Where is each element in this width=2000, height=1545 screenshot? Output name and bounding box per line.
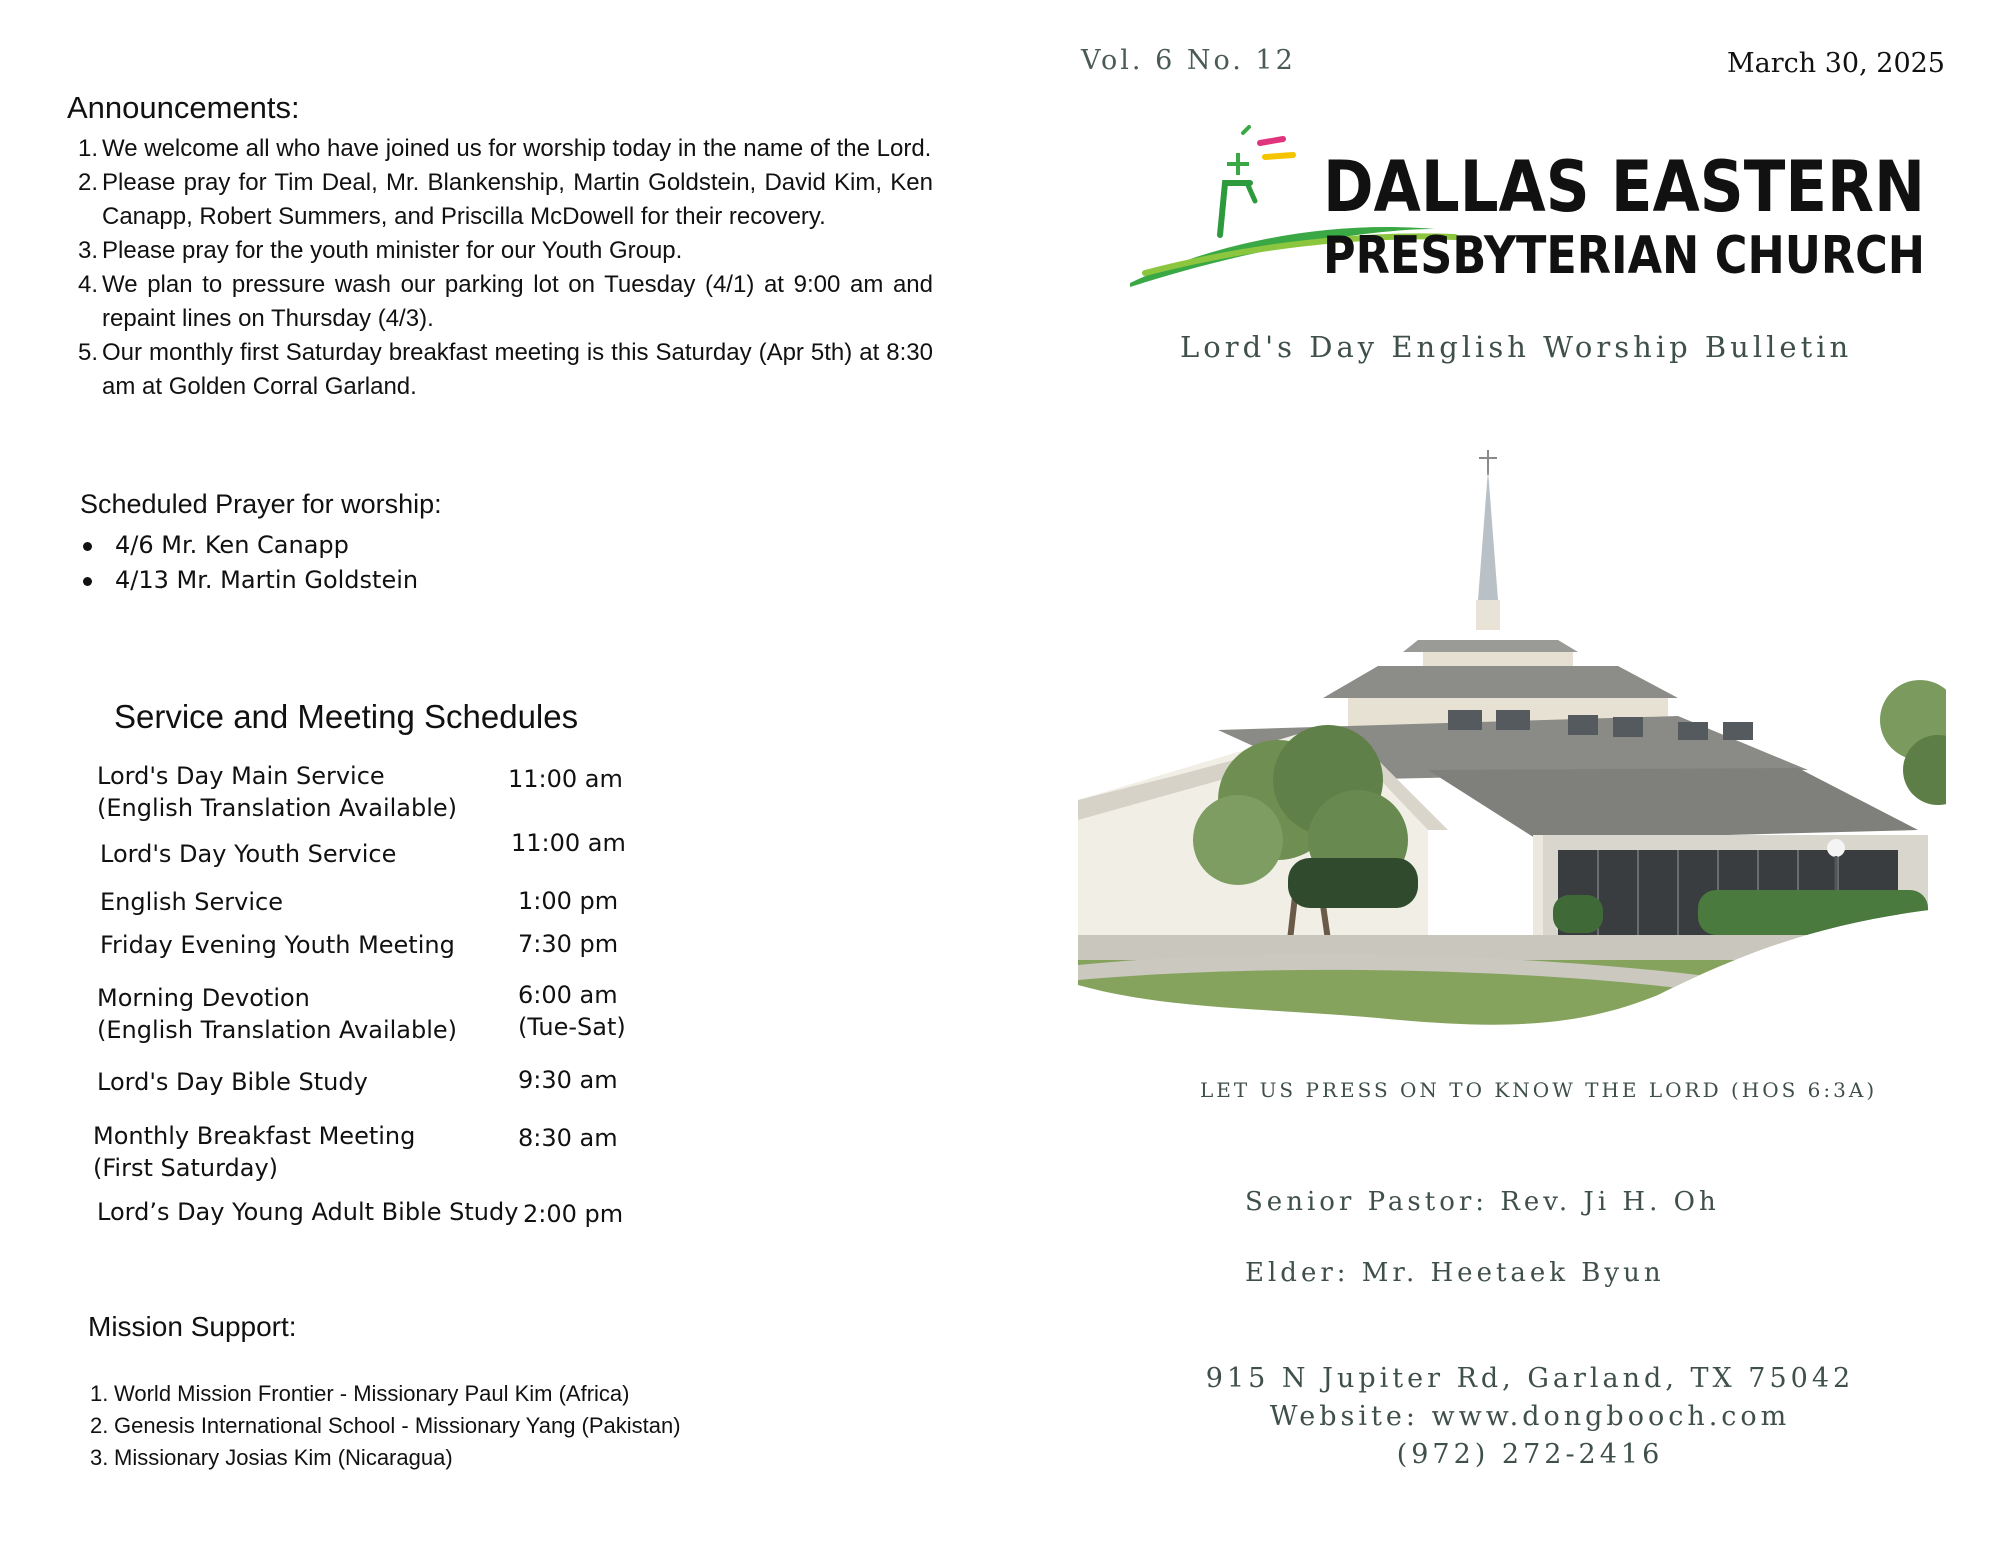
list-item: 2. Please pray for Tim Deal, Mr. Blankenship, Martin Goldstein, David Kim, Ken Canapp, Robert Summers, and Priscilla McDowell for their recovery.	[78, 169, 933, 230]
announcement-text: Please pray for Tim Deal, Mr. Blankenship, Martin Goldstein, David Kim, Ken Canapp, Robert Summers, and Priscilla McDowell for their recovery.	[102, 169, 933, 230]
church-phone: (972) 272-2416	[1396, 1439, 1664, 1470]
senior-pastor: Senior Pastor: Rev. Ji H. Oh	[1245, 1187, 1720, 1217]
bulletin-title: Lord's Day English Worship Bulletin	[1180, 330, 1853, 364]
logo-line-1: DALLAS EASTERN	[1323, 146, 1925, 228]
schedules-heading: Service and Meeting Schedules	[114, 698, 579, 735]
schedule-time: 6:00 am (Tue-Sat)	[518, 981, 626, 1041]
list-item: 4/6 Mr. Ken Canapp	[80, 528, 418, 563]
prayer-list	[80, 528, 418, 598]
announcement-text: We welcome all who have joined us for worship today in the name of the Lord.	[102, 135, 932, 162]
schedule-name: Lord's Day Youth Service	[100, 840, 397, 868]
announcements-heading: Announcements:	[67, 90, 300, 125]
schedule-name: Lord's Day Main Service (English Translation Available)	[97, 762, 458, 822]
announcement-text: Please pray for the youth minister for our Youth Group.	[102, 237, 683, 264]
elder: Elder: Mr. Heetaek Byun	[1245, 1258, 1665, 1288]
list-item: 4/13 Mr. Martin Goldstein	[80, 563, 418, 598]
schedule-name: Lord's Day Bible Study	[97, 1068, 368, 1096]
schedule-time: 11:00 am	[508, 765, 623, 793]
prayer-heading: Scheduled Prayer for worship:	[80, 489, 442, 519]
church-address: 915 N Jupiter Rd, Garland, TX 75042	[1205, 1363, 1855, 1394]
announcement-text: Our monthly first Saturday breakfast meeting is this Saturday (Apr 5th) at 8:30 am at Golden Corral Garland.	[102, 339, 933, 400]
schedule-time: 1:00 pm	[518, 887, 619, 915]
list-item: 3. Missionary Josias Kim (Nicaragua)	[90, 1445, 453, 1470]
schedule-name: Lord’s Day Young Adult Bible Study	[97, 1198, 519, 1226]
bulletin-motto: LET US PRESS ON TO KNOW THE LORD (HOS 6:3A)	[1200, 1078, 1878, 1102]
announcement-text: We plan to pressure wash our parking lot on Tuesday (4/1) at 9:00 am and repaint lines on Thursday (4/3).	[102, 271, 933, 332]
schedule-time: 9:30 am	[518, 1066, 618, 1094]
schedule-name: Friday Evening Youth Meeting	[100, 931, 455, 959]
list-item: 3. Please pray for the youth minister for our Youth Group.	[78, 237, 683, 264]
schedule-time: 8:30 am	[518, 1124, 618, 1152]
list-item: 1. World Mission Frontier - Missionary Paul Kim (Africa)	[90, 1381, 630, 1406]
mission-list	[90, 1378, 681, 1474]
schedule-time: 11:00 am	[511, 829, 626, 857]
schedule-name: Morning Devotion (English Translation Available)	[97, 984, 458, 1044]
announcements-list	[78, 132, 933, 404]
logo-line-2: PRESBYTERIAN CHURCH	[1323, 226, 1925, 286]
schedule-name: Monthly Breakfast Meeting (First Saturday)	[93, 1122, 416, 1182]
list-item: 4. We plan to pressure wash our parking lot on Tuesday (4/1) at 9:00 am and repaint lines on Thursday (4/3).	[78, 271, 933, 332]
bulletin-date: March 30, 2025	[1727, 48, 1945, 79]
list-item: 1. We welcome all who have joined us for worship today in the name of the Lord.	[78, 135, 932, 162]
schedule-time: 7:30 pm	[518, 930, 619, 958]
volume-number: Vol. 6 No. 12	[1081, 45, 1296, 76]
list-item: 2. Genesis International School - Missionary Yang (Pakistan)	[90, 1413, 681, 1438]
schedule-name: English Service	[100, 888, 283, 916]
mission-heading: Mission Support:	[88, 1311, 297, 1342]
list-item: 5. Our monthly first Saturday breakfast meeting is this Saturday (Apr 5th) at 8:30 am at Golden Corral Garland.	[78, 339, 933, 400]
church-logo	[1125, 125, 1935, 305]
schedule-time: 2:00 pm	[523, 1200, 624, 1228]
church-building-photo	[1078, 440, 1946, 1025]
church-website: Website: www.dongbooch.com	[1269, 1401, 1791, 1432]
